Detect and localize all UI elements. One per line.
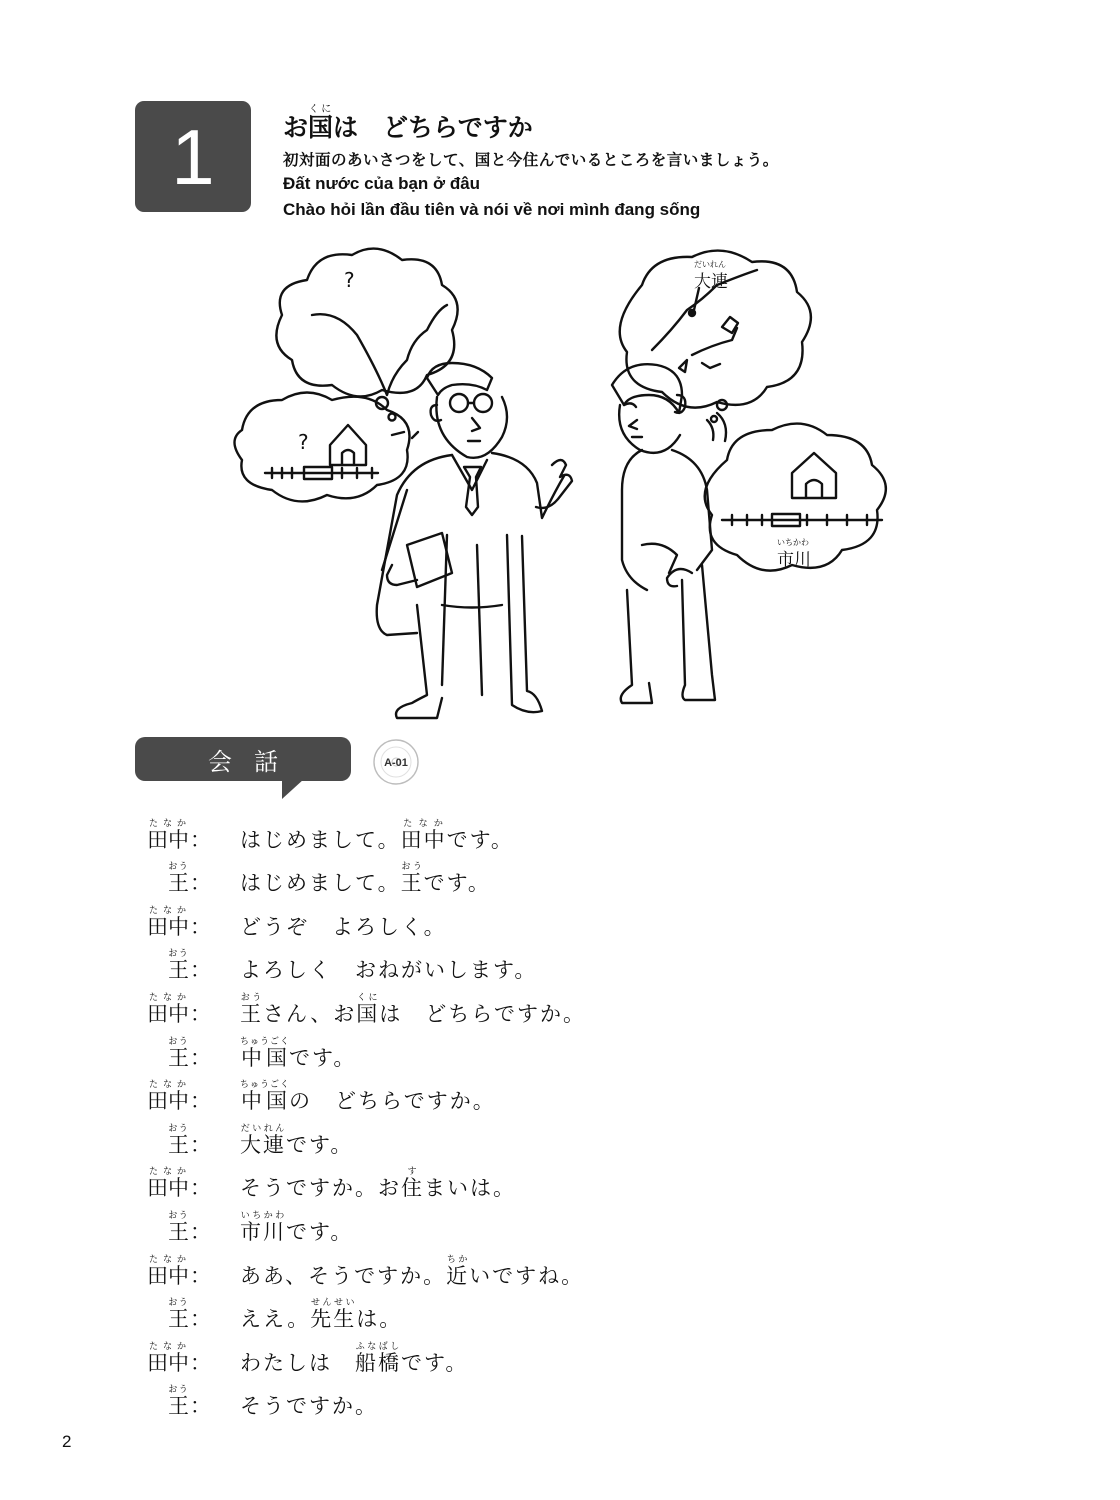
speaker-name: 王おう (168, 1210, 189, 1244)
utterance: どうぞ よろしく。 (240, 914, 447, 939)
lesson-title-vi: Đất nước của bạn ở đâu (283, 174, 481, 193)
dialogue-line (135, 1202, 586, 1246)
speaker-name: 田中たなか (147, 1341, 189, 1375)
speaker-name: 王おう (168, 1385, 189, 1419)
speaker-name: 王おう (168, 862, 189, 896)
dialogue-line (135, 984, 586, 1028)
dialogue-line (135, 1028, 586, 1072)
audio-track-label: A-01 (384, 757, 408, 769)
lesson-subtitle-vi: Chào hỏi lần đầu tiên và nói về nơi mình đang sống (283, 200, 701, 219)
dialogue-line (135, 897, 586, 941)
dialogue-line (135, 1290, 586, 1334)
speaker-colon: ： (190, 1089, 211, 1114)
utterance: ええ。先生せんせいは。 (240, 1298, 403, 1332)
utterance: 大連だいれんです。 (240, 1123, 354, 1157)
speaker-colon: ： (190, 1001, 211, 1026)
conversation-tab-tail (282, 779, 304, 799)
conversation-section-tab: 会話 (135, 737, 351, 781)
lesson-title-ja: お国くには どちらですか (283, 104, 533, 142)
speaker-colon: ： (190, 958, 211, 983)
speaker-name: 王おう (168, 949, 189, 983)
lesson-subtitle-ja: 初対面のあいさつをして、国と今住んでいるところを言いましょう。 (283, 151, 779, 169)
speaker-name: 田中たなか (147, 818, 189, 852)
speaker-name: 田中たなか (147, 1080, 189, 1114)
utterance: わたしは 船橋ふなばしです。 (240, 1341, 469, 1375)
utterance: はじめまして。田中たなかです。 (240, 818, 514, 852)
utterance: よろしく おねがいします。 (240, 958, 538, 983)
utterance: はじめまして。王おうです。 (240, 862, 491, 896)
speaker-name: 王おう (168, 1298, 189, 1332)
speaker-colon: ： (190, 1045, 211, 1070)
utterance: 王おうさん、お国くには どちらですか。 (240, 992, 587, 1026)
speaker-colon: ： (190, 1307, 211, 1332)
dialogue-line (135, 1072, 586, 1116)
dialogue-line (135, 1333, 586, 1377)
utterance: ああ、そうですか。近ちかいですね。 (240, 1254, 585, 1288)
speaker-name: 王おう (168, 1036, 189, 1070)
question-mark-home: ? (298, 430, 309, 454)
speaker-name: 田中たなか (147, 1167, 189, 1201)
conversation-illustration (232, 245, 902, 725)
speaker-colon: ： (190, 1394, 211, 1419)
speaker-name: 田中たなか (147, 905, 189, 939)
lesson-number-badge: 1 (135, 101, 251, 212)
dalian-map-label-ruby: だいれん (694, 260, 726, 269)
dialogue-line (135, 854, 586, 898)
dialogue-line (135, 1115, 586, 1159)
speaker-name: 田中たなか (147, 1254, 189, 1288)
speaker-colon: ： (190, 1263, 211, 1288)
dialogue-line (135, 1159, 586, 1203)
speaker-colon: ： (190, 1176, 211, 1201)
teacher-figure (377, 363, 572, 718)
speaker-colon: ： (190, 914, 211, 939)
dialogue (135, 810, 586, 1420)
utterance: そうですか。 (240, 1394, 378, 1419)
speaker-colon: ： (190, 871, 211, 896)
utterance: 中国ちゅうごくです。 (240, 1036, 357, 1070)
dalian-map-label: 大連 (694, 272, 728, 292)
utterance: 中国ちゅうごくの どちらですか。 (240, 1080, 496, 1114)
question-mark-map: ? (344, 268, 355, 292)
ichikawa-home-label: 市川 (777, 550, 811, 570)
speaker-colon: ： (190, 1219, 211, 1244)
speaker-colon: ： (190, 1132, 211, 1157)
dialogue-line (135, 1246, 586, 1290)
speaker-colon: ： (190, 827, 211, 852)
dialogue-line (135, 941, 586, 985)
dialogue-line (135, 810, 586, 854)
ichikawa-home-label-ruby: いちかわ (777, 538, 809, 547)
speaker-name: 田中たなか (147, 992, 189, 1026)
speaker-colon: ： (190, 1350, 211, 1375)
utterance: 市川いちかわです。 (240, 1210, 354, 1244)
page-number: 2 (62, 1432, 72, 1451)
student-figure (612, 364, 726, 703)
utterance: そうですか。お住すまいは。 (240, 1167, 516, 1201)
dialogue-line (135, 1377, 586, 1421)
speaker-name: 王おう (168, 1123, 189, 1157)
audio-cd-icon (371, 737, 421, 787)
